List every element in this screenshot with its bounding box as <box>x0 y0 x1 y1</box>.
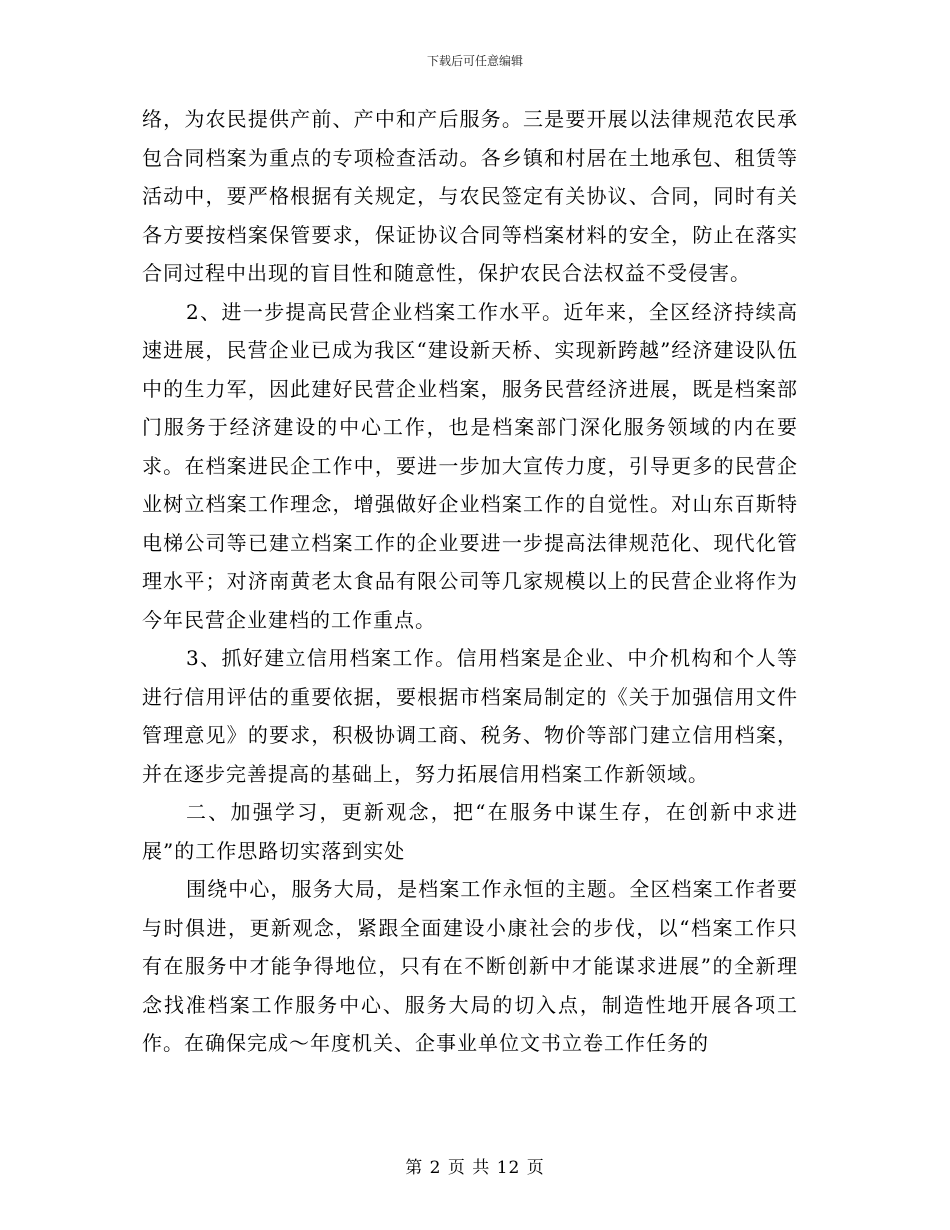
paragraph-1: 络，为农民提供产前、产中和产后服务。三是要开展以法律规范农民承包合同档案为重点的专项检查活动。各乡镇和村居在土地承包、租赁等活动中，要严格根据有关规定，与农民签定有关协议、合同，同时有关各方要按档案保管要求，保证协议合同等档案材料的安全，防止在落实合同过程中出现的盲目性和随意性，保护农民合法权益不受侵害。 <box>142 107 798 285</box>
paragraph-2: 2、进一步提高民营企业档案工作水平。近年来，全区经济持续高速进展，民营企业已成为我区“建设新天桥、实现新跨越”经济建设队伍中的生力军，因此建好民营企业档案，服务民营经济进展，既是档案部门服务于经济建设的中心工作，也是档案部门深化服务领域的内在要求。在档案进民企工作中，要进一步加大宣传力度，引导更多的民营企业树立档案工作理念，增强做好企业档案工作的自觉性。对山东百斯特电梯公司等已建立档案工作的企业要进一步提高法律规范化、现代化管理水平；对济南黄老太食品有限公司等几家规模以上的民营企业将作为今年民营企业建档的工作重点。 <box>142 299 798 632</box>
section-heading: 二、加强学习，更新观念，把“在服务中谋生存，在创新中求进展”的工作思路切实落到实处 <box>142 800 798 863</box>
document-body <box>142 100 798 1063</box>
page-footer: 第 2 页 共 12 页 <box>405 1158 545 1178</box>
page-header: 下载后可任意编辑 <box>426 54 523 68</box>
paragraph-3: 3、抓好建立信用档案工作。信用档案是企业、中介机构和个人等进行信用评估的重要依据，要根据市档案局制定的《关于加强信用文件管理意见》的要求，积极协调工商、税务、物价等部门建立信用档案，并在逐步完善提高的基础上，努力拓展信用档案工作新领域。 <box>142 646 798 786</box>
paragraph-4: 围绕中心，服务大局，是档案工作永恒的主题。全区档案工作者要与时俱进，更新观念，紧跟全面建设小康社会的步伐，以“档案工作只有在服务中才能争得地位，只有在不断创新中才能谋求进展”的全新理念找准档案工作服务中心、服务大局的切入点，制造性地开展各项工作。在确保完成～年度机关、企事业单位文书立卷工作任务的 <box>142 877 798 1055</box>
